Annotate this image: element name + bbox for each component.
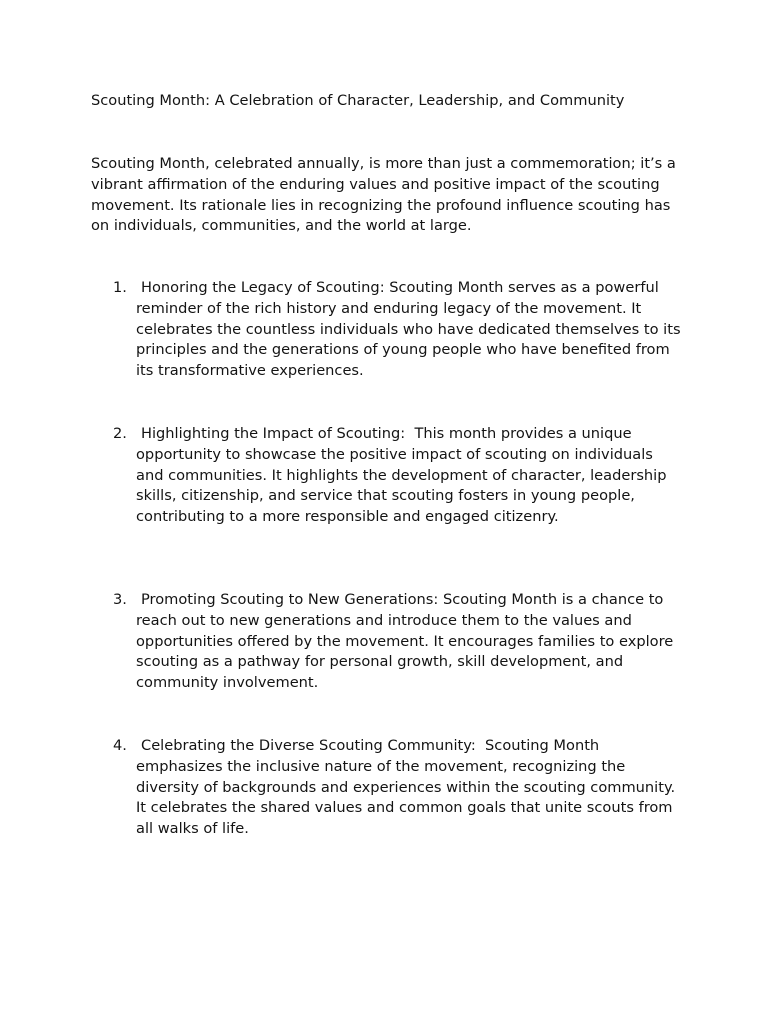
intro-paragraph: Scouting Month, celebrated annually, is more than just a commemoration; it’s a vibrant affirmation of the enduring values and positive impact of the scouting movement. Its rationale lies in recognizing the profound influence scouting has on individuals, communities, and the world at large. [91, 155, 676, 235]
list-item [113, 736, 683, 840]
list-item [113, 278, 686, 382]
list-item-number: 3. [113, 591, 127, 608]
list-item-text: Honoring the Legacy of Scouting: Scouting Month serves as a powerful reminder of the rich history and enduring legacy of the movement. It celebrates the countless individuals who have dedicated themselves to its principles and the generations of young people who have benefited from its transformative experiences. [136, 279, 686, 380]
list-item-text: Celebrating the Diverse Scouting Community: Scouting Month emphasizes the inclusive nature of the movement, recognizing the diversity of backgrounds and experiences within the scouting community. It celebrates the shared values and common goals that unite scouts from all walks of life. [136, 737, 680, 838]
list-item-number: 4. [113, 737, 127, 754]
list-item-text: Promoting Scouting to New Generations: Scouting Month is a chance to reach out to new generations and introduce them to the values and opportunities offered by the movement. It encourages families to explore scouting as a pathway for personal growth, skill development, and community involvement. [136, 591, 678, 692]
list-item-number: 1. [113, 279, 127, 296]
list-item-number: 2. [113, 425, 127, 442]
list-item [113, 590, 683, 694]
list-item [113, 424, 683, 528]
list-item-text: Highlighting the Impact of Scouting: This month provides a unique opportunity to showcase the positive impact of scouting on individuals and communities. It highlights the development of character, leadership skills, citizenship, and service that scouting fosters in young people, contributing to a more responsible and engaged citizenry. [136, 425, 672, 526]
document-title: Scouting Month: A Celebration of Character, Leadership, and Community [91, 92, 625, 109]
